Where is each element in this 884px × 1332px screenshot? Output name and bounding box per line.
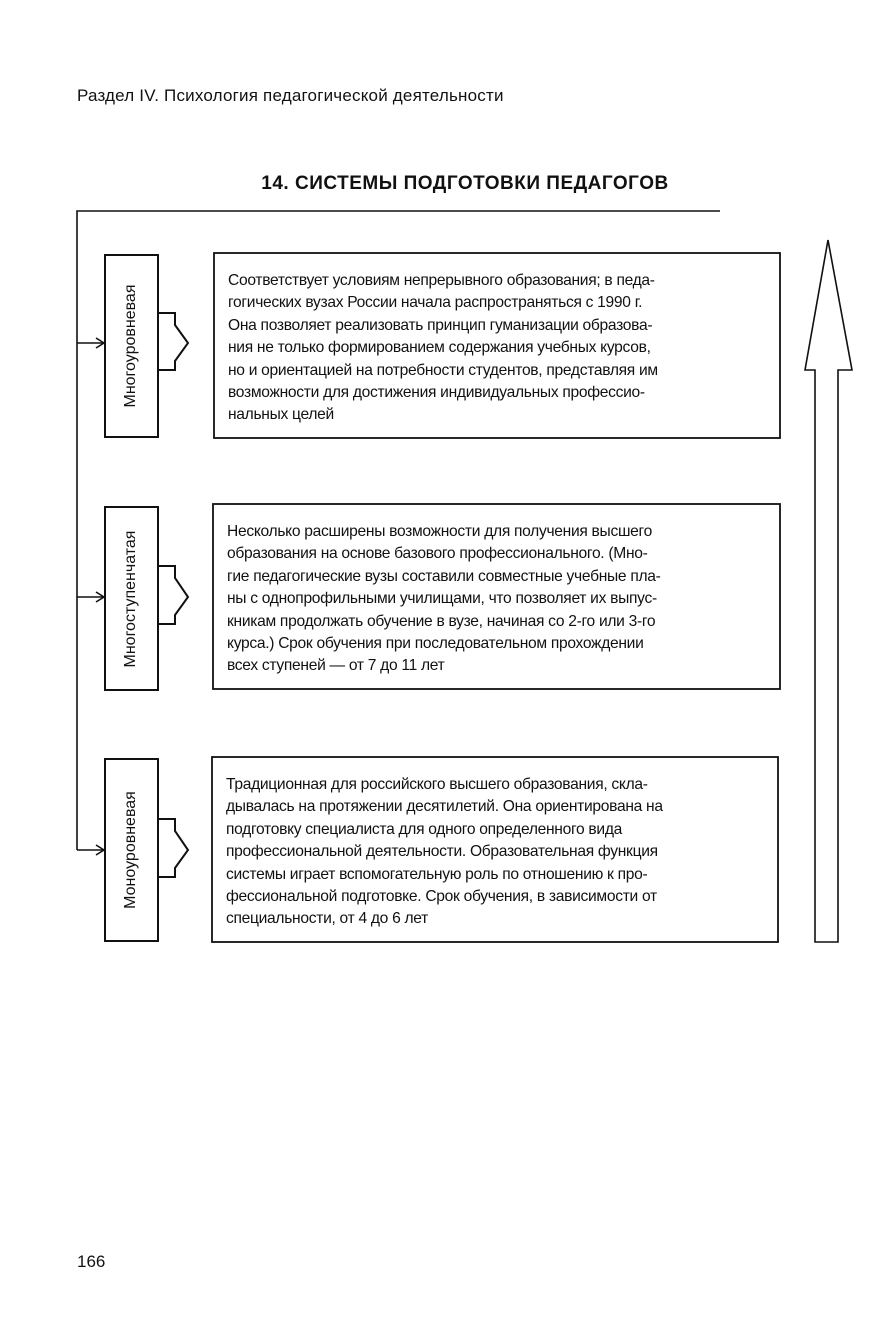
system-label-multistage: Многоступенчатая	[122, 530, 139, 668]
big-up-arrow-icon	[805, 240, 852, 942]
arrow-to-label-2	[77, 592, 104, 602]
text-line: курса.) Срок обучения при последовательном прохождении	[227, 635, 644, 653]
text-line: гогических вузах России начала распространяться с 1990 г.	[228, 294, 643, 312]
arrow-to-label-3	[77, 845, 104, 855]
text-line: специальности, от 4 до 6 лет	[226, 910, 428, 928]
system-label-monolevel: Моноуровневая	[122, 791, 139, 909]
text-line: ния не только формированием содержания учебных курсов,	[228, 339, 651, 357]
system-label-multilevel: Многоуровневая	[122, 284, 139, 408]
page-title: 14. СИСТЕМЫ ПОДГОТОВКИ ПЕДАГОГОВ	[261, 173, 669, 194]
text-line: Традиционная для российского высшего образования, скла-	[226, 776, 648, 793]
text-line: ны с однопрофильными училищами, что позволяет их выпус-	[227, 590, 657, 608]
chevron-3	[158, 819, 188, 877]
chevron-2	[158, 566, 188, 624]
text-line: фессиональной подготовке. Срок обучения, в зависимости от	[226, 888, 657, 906]
text-line: нальных целей	[228, 406, 334, 424]
text-line: Она позволяет реализовать принцип гуманизации образова-	[228, 316, 653, 334]
text-line: Соответствует условиям непрерывного образования; в педа-	[228, 272, 655, 289]
text-line: образования на основе базового профессионального. (Мно-	[227, 545, 648, 563]
text-line: системы играет вспомогательную роль по отношению к про-	[226, 865, 648, 883]
text-line: гие педагогические вузы составили совместные учебные пла-	[227, 567, 661, 585]
text-line: подготовку специалиста для одного определенного вида	[226, 820, 622, 838]
system-description-multistage	[227, 521, 661, 678]
system-description-monolevel	[226, 774, 663, 931]
arrow-to-label-1	[77, 338, 104, 348]
chevron-1	[158, 313, 188, 370]
text-line: дывалась на протяжении десятилетий. Она ориентирована на	[226, 798, 663, 816]
text-line: профессиональной деятельности. Образовательная функция	[226, 843, 658, 861]
text-line: возможности для достижения индивидуальных профессио-	[228, 384, 645, 402]
system-description-multilevel	[228, 270, 658, 427]
text-line: Несколько расширены возможности для получения высшего	[227, 523, 652, 540]
page-number: 166	[77, 1252, 106, 1271]
text-line: кникам продолжать обучение в вузе, начиная со 2-го или 3-го	[227, 612, 656, 630]
text-line: но и ориентацией на потребности студентов, представляя им	[228, 361, 658, 379]
running-header: Раздел IV. Психология педагогической деятельности	[77, 86, 504, 105]
text-line: всех ступеней — от 7 до 11 лет	[227, 657, 445, 675]
